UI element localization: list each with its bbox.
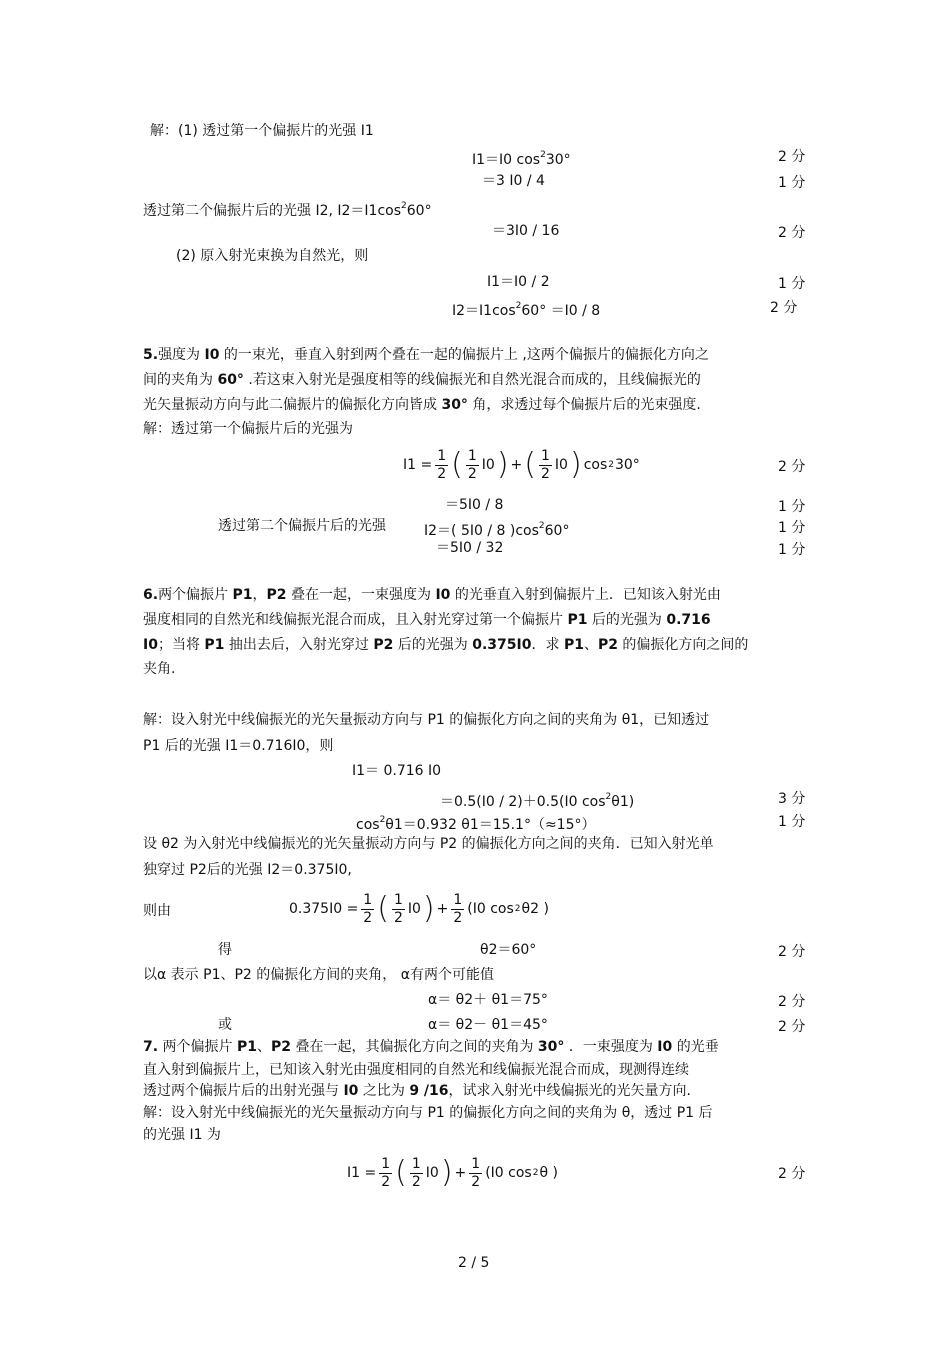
- solution-line: 透过第二个偏振片后的光强: [218, 518, 386, 534]
- score: 2 分: [778, 994, 806, 1010]
- equation-line: α＝ θ2＋ θ1＝75°: [428, 992, 548, 1008]
- equation-line: $\cos^2\theta 1=0.932$ θ1＝15.1°（≈15°）: [356, 815, 596, 833]
- score: 2 分: [778, 459, 806, 475]
- equation-line: θ2＝60°: [480, 942, 537, 958]
- solution-line: 设 θ2 为入射光中线偏振光的光矢量振动方向与 P2 的偏振化方向之间的夹角．已知入射光单: [143, 836, 714, 852]
- problem-5-line: 光矢量振动方向与此二偏振片的偏振化方向皆成 30° 角，求透过每个偏振片后的光束强度.: [143, 397, 701, 413]
- problem-7-line: 7. 两个偏振片 P1、P2 叠在一起，其偏振化方向之间的夹角为 30° ．一束强度为 I0 的光垂: [143, 1039, 719, 1055]
- equation-line: I1＝ 0.716 I0: [352, 763, 442, 779]
- problem-7-line: 透过两个偏振片后的出射光强与 I0 之比为 9 /16，试求入射光中线偏振光的光矢量方向.: [143, 1083, 691, 1099]
- score: 2 分: [778, 225, 806, 241]
- score: 3 分: [778, 791, 806, 807]
- score: 1 分: [778, 520, 806, 536]
- solution-line: 则由: [143, 903, 171, 919]
- page-number: 2 / 5: [458, 1255, 490, 1271]
- score: 1 分: [778, 499, 806, 515]
- equation-line: 透过第二个偏振片后的光强 I2, $I2=I1\cos^260^\circ$: [143, 201, 432, 219]
- score: 1 分: [778, 814, 806, 830]
- formula-i1: I1 = $\frac{1}{2}$ ( $\frac{1}{2}$ I0 ) + ( $\frac{1}{2}$ I0 ) cos 2 30°: [403, 447, 640, 482]
- equation-line: ＝0.5(I0 / 2)＋0.5(I0 $\cos^2\theta 1$): [440, 792, 635, 810]
- solution-line: 以α 表示 P1、P2 的偏振化方间的夹角， α有两个可能值: [143, 967, 494, 983]
- score: 2 分: [778, 1019, 806, 1035]
- problem-6-line: 6.两个偏振片 P1，P2 叠在一起，一束强度为 I0 的光垂直入射到偏振片上．已知该入射光由: [143, 587, 721, 603]
- score: 2 分: [778, 149, 806, 165]
- problem-6-line: I0；当将 P1 抽出去后，入射光穿过 P2 后的光强为 0.375I0．求 P1、P2 的偏振化方向之间的: [143, 637, 749, 653]
- problem-7-line: 直入射到偏振片上，已知该入射光由强度相同的自然光和线偏振光混合而成，现测得连续: [143, 1062, 689, 1078]
- score: 1 分: [778, 542, 806, 558]
- solution-line: 得: [218, 942, 232, 958]
- solution-line: 独穿过 P2后的光强 I2＝0.375I0,: [143, 862, 352, 878]
- score: 1 分: [778, 175, 806, 191]
- solution-line: 解：(1) 透过第一个偏振片的光强 I1: [150, 123, 374, 139]
- problem-5-line: 5.强度为 I0 的一束光，垂直入射到两个叠在一起的偏振片上 ,这两个偏振片的偏振化方向之: [143, 347, 709, 363]
- score: 1 分: [778, 276, 806, 292]
- score: 2 分: [770, 300, 798, 316]
- problem-5-line: 间的夹角为 60° .若这束入射光是强度相等的线偏振光和自然光混合而成的，且线偏振光的: [143, 372, 701, 388]
- score: 2 分: [778, 944, 806, 960]
- equation-line: I1＝I0 $\cos^230^\circ$: [472, 150, 571, 168]
- solution-line: 的光强 I1 为: [143, 1127, 221, 1143]
- formula-i1-p7: I1 = $\frac{1}{2}$ ( $\frac{1}{2}$ I0 ) + $\frac{1}{2}$ (I0 cos 2 θ ): [347, 1155, 558, 1190]
- formula-i2: 0.375I0 = $\frac{1}{2}$ ( $\frac{1}{2}$ I0 ) + $\frac{1}{2}$ (I0 cos 2 θ2 ): [289, 891, 549, 926]
- score: 2 分: [778, 1166, 806, 1182]
- solution-line: P1 后的光强 I1＝0.716I0，则: [143, 738, 334, 754]
- equation-line: ＝5I0 / 8: [445, 497, 504, 513]
- equation-line: ＝5I0 / 32: [436, 540, 504, 556]
- solution-line: 解：透过第一个偏振片后的光强为: [143, 421, 353, 437]
- equation-line: $I2=I1\cos^260^\circ =I0 / 8$: [452, 301, 601, 319]
- equation-line: ＝3I0 / 16: [492, 223, 560, 239]
- solution-line: 解：设入射光中线偏振光的光矢量振动方向与 P1 的偏振化方向之间的夹角为 θ，透过 P1 后: [143, 1105, 713, 1121]
- solution-line: (2) 原入射光束换为自然光，则: [176, 248, 369, 264]
- equation-line: I2＝( 5I0 / 8 )$\cos^260^\circ$: [424, 521, 570, 539]
- problem-6-line: 强度相同的自然光和线偏振光混合而成，且入射光穿过第一个偏振片 P1 后的光强为 0.716: [143, 612, 711, 628]
- problem-6-line: 夹角.: [143, 661, 176, 677]
- equation-line: α＝ θ2－ θ1＝45°: [428, 1017, 548, 1033]
- solution-line: 或: [218, 1017, 232, 1033]
- equation-line: ＝3 I0 / 4: [482, 173, 545, 189]
- solution-line: 解：设入射光中线偏振光的光矢量振动方向与 P1 的偏振化方向之间的夹角为 θ1，已知透过: [143, 712, 710, 728]
- equation-line: I1＝I0 / 2: [487, 274, 550, 290]
